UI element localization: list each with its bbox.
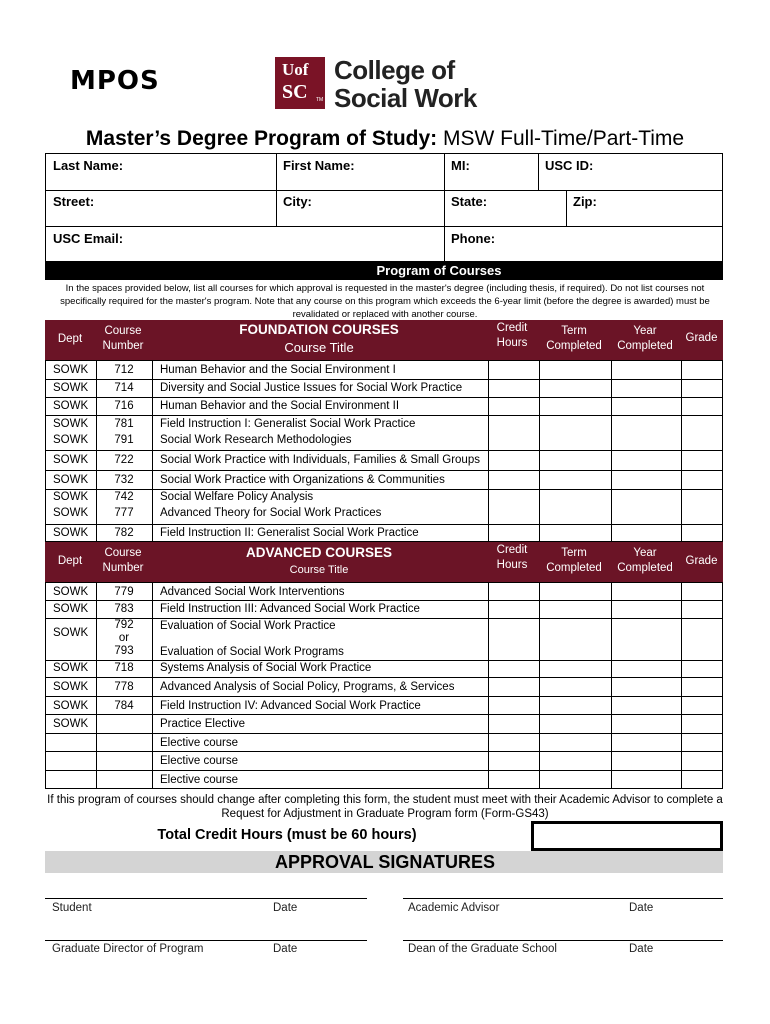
state-field[interactable]: State: [451, 194, 488, 209]
table-row[interactable] [46, 524, 722, 542]
course-title-cell: Elective course [160, 755, 238, 767]
page-title [0, 127, 770, 151]
dept-cell: SOWK [53, 474, 89, 486]
foundation-heading: FOUNDATION COURSES [239, 322, 399, 337]
col-number: Number [102, 340, 144, 352]
phone-field[interactable]: Phone: [451, 231, 496, 246]
course-number-cell: 722 [114, 454, 134, 466]
table-row[interactable] [46, 677, 722, 696]
dean-signature-line[interactable] [403, 940, 723, 941]
foundation-table [45, 360, 723, 542]
advanced-table [45, 582, 723, 789]
course-title-cell: Advanced Theory for Social Work Practices [160, 507, 382, 519]
course-title-cell: Field Instruction II: Generalist Social Work Practice [160, 527, 419, 539]
col-hours: Hours [496, 337, 528, 349]
middle-initial-field[interactable]: MI: [451, 158, 470, 173]
table-row[interactable] [46, 618, 722, 660]
col-number: Number [102, 562, 144, 574]
table-row[interactable] [46, 489, 722, 524]
course-number-cell: 777 [114, 507, 134, 519]
table-row[interactable] [46, 733, 722, 751]
usc-id-field[interactable]: USC ID: [545, 158, 594, 173]
course-number-cell: 716 [114, 400, 134, 412]
title-program: MSW Full-Time/Part-Time [443, 127, 685, 150]
course-number-cell: 778 [114, 681, 134, 693]
table-row[interactable] [46, 397, 722, 415]
last-name-field[interactable]: Last Name: [53, 158, 124, 173]
table-row[interactable] [46, 470, 722, 489]
course-number-cell: 712 [114, 364, 134, 376]
student-label: Student [52, 902, 92, 914]
course-number-cell: 714 [114, 382, 134, 394]
city-field[interactable]: City: [283, 194, 312, 209]
foundation-header [45, 320, 723, 360]
col-year-completed: Completed [617, 340, 673, 352]
course-title-cell: Social Work Practice with Individuals, Families & Small Groups [160, 454, 480, 466]
dept-cell: SOWK [53, 662, 89, 674]
course-title-cell: Social Welfare Policy Analysis [160, 491, 314, 503]
student-info-table [45, 153, 723, 262]
course-title-cell: Practice Elective [160, 718, 246, 730]
course-title-cell: Evaluation of Social Work Practice [160, 620, 336, 632]
course-number-cell: 781 [114, 418, 134, 430]
course-title-cell: Advanced Analysis of Social Policy, Programs, & Services [160, 681, 455, 693]
course-title-cell: Human Behavior and the Social Environment II [160, 400, 400, 412]
course-number-cell: 791 [114, 434, 134, 446]
col-course-title: Course Title [284, 340, 354, 355]
col-course-title: Course Title [289, 564, 349, 576]
dept-cell: SOWK [53, 418, 89, 430]
course-number-cell [96, 774, 152, 792]
advanced-header [45, 542, 723, 582]
course-title-cell: Field Instruction III: Advanced Social Work Practice [160, 603, 420, 615]
dept-cell: SOWK [53, 603, 89, 615]
table-row[interactable] [46, 770, 722, 789]
program-title: Program of Courses [376, 263, 502, 278]
table-row[interactable] [46, 379, 722, 397]
course-title-cell: Elective course [160, 774, 238, 786]
first-name-field[interactable]: First Name: [283, 158, 355, 173]
total-credit-hours-label: Total Credit Hours (must be 60 hours) [157, 827, 417, 843]
col-hours: Hours [496, 559, 528, 571]
form-code: MPOS [70, 66, 160, 96]
date-label: Date [629, 943, 654, 955]
course-title-cell: Advanced Social Work Interventions [160, 586, 345, 598]
table-row[interactable] [46, 360, 722, 379]
table-row[interactable] [46, 751, 722, 770]
dean-label: Dean of the Graduate School [408, 943, 557, 955]
logo-college-text: College of [334, 55, 455, 85]
program-of-courses-bar [45, 262, 723, 280]
title-bold: Master’s Degree Program of Study: [85, 127, 438, 150]
dept-cell: SOWK [53, 527, 89, 539]
student-signature-line[interactable] [45, 898, 367, 899]
dept-cell: SOWK [53, 491, 89, 503]
dept-cell: SOWK [53, 382, 89, 394]
course-or-text: or [118, 632, 130, 644]
advisor-label: Academic Advisor [408, 902, 500, 914]
table-row[interactable] [46, 582, 722, 600]
course-title-cell: Social Work Research Methodologies [160, 434, 352, 446]
course-number-cell: 792 [114, 619, 134, 631]
adjustment-note: If this program of courses should change after completing this form, the student must meet with their Academic Advisor to complete a Request for Adjustment in Graduate Program form (Form-GS43) [47, 794, 723, 820]
table-row[interactable] [46, 415, 722, 450]
advanced-heading: ADVANCED COURSES [245, 545, 392, 560]
course-title-cell: Systems Analysis of Social Work Practice [160, 662, 372, 674]
course-title-cell: Human Behavior and the Social Environment I [160, 364, 396, 376]
zip-field[interactable]: Zip: [573, 194, 597, 209]
date-label: Date [273, 943, 298, 955]
course-title-cell: Field Instruction I: Generalist Social Work Practice [160, 418, 416, 430]
course-title-cell: Evaluation of Social Work Programs [160, 646, 344, 658]
dept-cell: SOWK [53, 627, 89, 639]
course-number-cell: 793 [114, 645, 134, 657]
course-title-cell: Social Work Practice with Organizations & Communities [160, 474, 445, 486]
university-logo: Uof SC TM [275, 57, 325, 109]
table-row[interactable] [46, 600, 722, 618]
col-credit: Credit [496, 322, 528, 334]
date-label: Date [273, 902, 298, 914]
table-row[interactable] [46, 660, 722, 677]
course-number-cell: 784 [114, 700, 134, 712]
director-signature-line[interactable] [45, 940, 367, 941]
date-label: Date [629, 902, 654, 914]
course-number-cell: 779 [114, 586, 134, 598]
col-grade: Grade [685, 332, 718, 344]
course-number-cell: 782 [114, 527, 134, 539]
table-row[interactable] [46, 696, 722, 714]
course-number-cell: 783 [114, 603, 134, 615]
dept-cell: SOWK [53, 586, 89, 598]
advisor-signature-line[interactable] [403, 898, 723, 899]
dept-cell: SOWK [53, 400, 89, 412]
col-dept: Dept [57, 555, 83, 567]
street-field[interactable]: Street: [53, 194, 95, 209]
course-number-cell: 742 [114, 491, 134, 503]
col-course: Course [104, 325, 142, 337]
instructions-text: In the spaces provided below, list all courses for which approval is requested in the master's degree (including thesis, if required). Do not list courses not specifically required for the master's program. Note that any course on this program which exceeds the 6-year limit (before the degree is awarded) must be revalidated or replaced with another course. [60, 283, 710, 320]
course-title-cell: Diversity and Social Justice Issues for Social Work Practice [160, 382, 463, 394]
col-credit: Credit [496, 544, 528, 556]
col-term-completed: Completed [546, 340, 602, 352]
col-term: Term [561, 325, 587, 337]
col-term: Term [561, 547, 587, 559]
director-label: Graduate Director of Program [52, 943, 204, 955]
col-grade: Grade [685, 555, 718, 567]
col-year-completed: Completed [617, 562, 673, 574]
dept-cell: SOWK [53, 718, 89, 730]
course-title-cell: Elective course [160, 737, 238, 749]
col-year: Year [633, 547, 657, 559]
table-row[interactable] [46, 450, 722, 470]
col-year: Year [633, 325, 657, 337]
course-number-cell: 718 [114, 662, 134, 674]
usc-email-field[interactable]: USC Email: [53, 231, 124, 246]
dept-cell: SOWK [53, 434, 89, 446]
approval-heading: APPROVAL SIGNATURES [275, 852, 496, 872]
col-term-completed: Completed [546, 562, 602, 574]
logo-social-work-text: Social Work [334, 83, 477, 113]
dept-cell: SOWK [53, 700, 89, 712]
table-row[interactable] [46, 714, 722, 733]
dept-cell: SOWK [53, 507, 89, 519]
dept-cell: SOWK [53, 364, 89, 376]
dept-cell: SOWK [53, 454, 89, 466]
col-dept: Dept [57, 333, 83, 345]
dept-cell: SOWK [53, 681, 89, 693]
total-credit-hours-field[interactable] [531, 821, 723, 851]
course-title-cell: Field Instruction IV: Advanced Social Work Practice [160, 700, 421, 712]
course-number-cell: 732 [114, 474, 134, 486]
col-course: Course [104, 547, 142, 559]
